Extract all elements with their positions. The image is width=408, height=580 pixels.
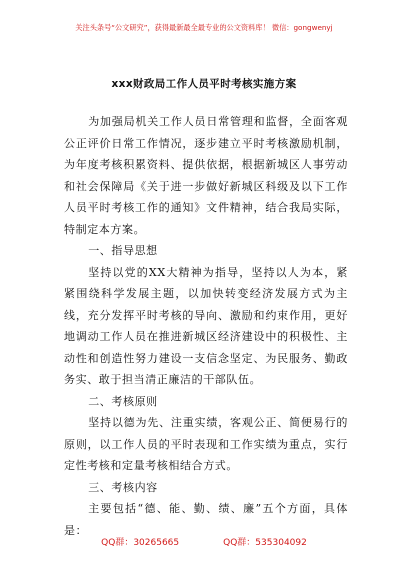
principles-paragraph: 坚持以德为先、注重实绩，客观公正、简便易行的原则，以工作人员的平时表现和工作实绩为重点，实行定性考核和定量考核相结合方式。 [64, 416, 348, 472]
qq-group-1: QQ群：30265665 [101, 538, 180, 548]
qq-group-2: QQ群：535304092 [223, 538, 307, 548]
section-heading-content: 三、考核内容 [88, 480, 158, 494]
document-body [64, 111, 348, 541]
document-title: xxx财政局工作人员平时考核实施方案 [111, 78, 297, 90]
qq-footer [0, 535, 408, 548]
intro-paragraph: 为加强局机关工作人员日常管理和监督，全面客观公正评价日常工作情况，逐步建立平时考核激励机制，为年度考核积累资料、提供依据，根据新城区人事劳动和社会保障局《关于进一步做好新城区科级及以下工作人员平时考核工作的通知》文件精神，结合我局实际，特制定本方案。 [64, 115, 348, 236]
guiding-thought-paragraph: 坚持以党的XX大精神为指导，坚持以人为本，紧紧围绕科学发展主题，以加快转变经济发展方式为主线，充分发挥平时考核的导向、激励和约束作用，更好地调动工作人员在推进新城区经济建设中的积极性、主动性和创造性努力建设一支信念坚定、为民服务、勤政务实、敢于担当清正廉洁的干部队伍。 [64, 265, 348, 386]
promo-banner: 关注头条号“公文研究”，获得最新最全最专业的公文资料库！ 微信：gongwenyj [75, 23, 333, 32]
content-paragraph: 主要包括“德、能、勤、绩、廉”五个方面，具体是： [64, 502, 348, 537]
section-heading-guiding-thought: 一、指导思想 [88, 244, 158, 257]
section-heading-principles: 二、考核原则 [88, 394, 158, 408]
